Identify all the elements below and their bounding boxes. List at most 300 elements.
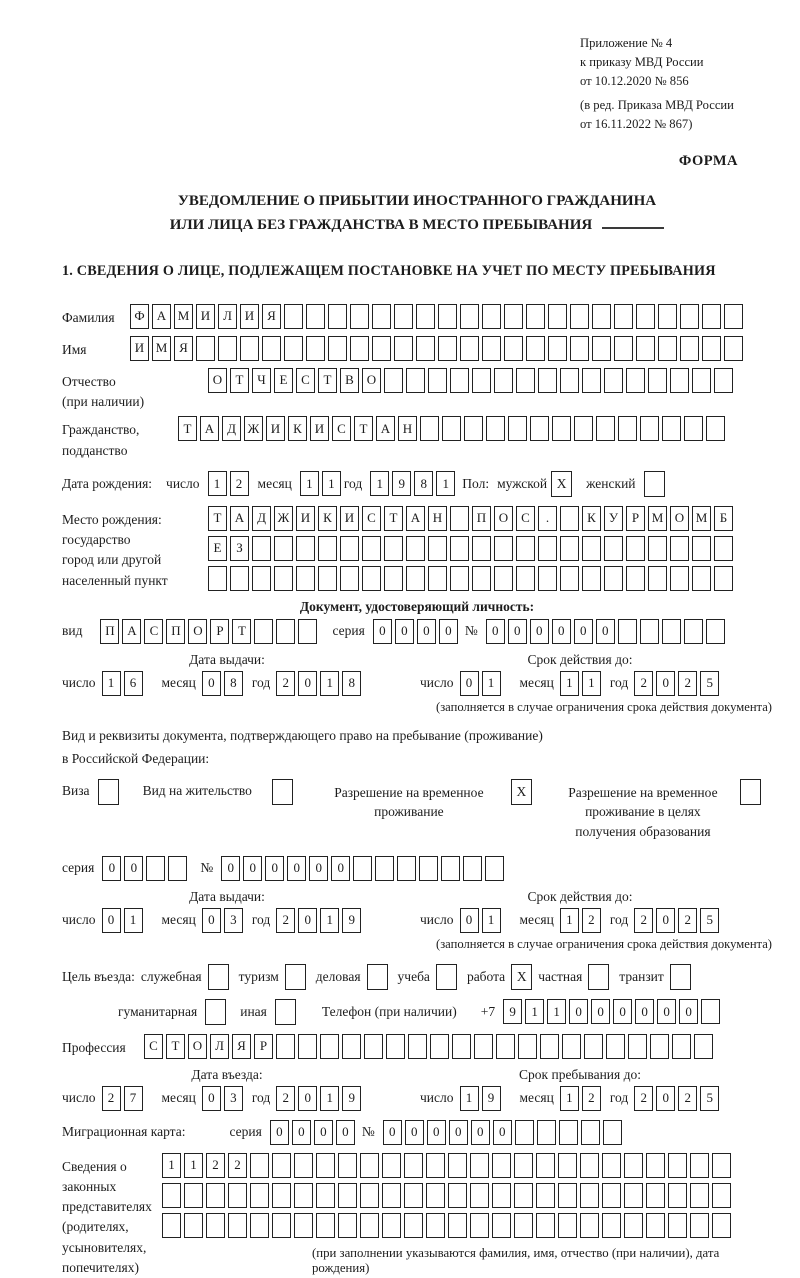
char-cell[interactable]: 0 [657,999,676,1024]
char-cell[interactable] [582,566,601,591]
char-cell[interactable] [680,304,699,329]
char-cell[interactable] [448,1213,467,1238]
char-cell[interactable]: 5 [700,671,719,696]
char-cell[interactable] [646,1153,665,1178]
char-cell[interactable] [206,1213,225,1238]
purpose-other-checkbox[interactable] [275,999,296,1025]
char-cell[interactable] [394,304,413,329]
char-cell[interactable] [570,336,589,361]
char-cell[interactable] [254,619,273,644]
char-cell[interactable] [596,416,615,441]
char-cell[interactable]: 0 [298,1086,317,1111]
char-cell[interactable]: Д [252,506,271,531]
char-cell[interactable] [404,1153,423,1178]
char-cell[interactable]: 0 [102,856,121,881]
char-cell[interactable] [284,304,303,329]
char-cell[interactable]: С [516,506,535,531]
char-cell[interactable]: 1 [582,671,601,696]
char-cell[interactable] [450,506,469,531]
char-cell[interactable]: А [122,619,141,644]
char-cell[interactable] [581,1120,600,1145]
char-cell[interactable]: 0 [336,1120,355,1145]
char-cell[interactable] [530,416,549,441]
char-cell[interactable] [360,1153,379,1178]
char-cell[interactable]: 0 [656,908,675,933]
char-cell[interactable]: 2 [276,908,295,933]
char-cell[interactable] [350,304,369,329]
char-cell[interactable] [558,1183,577,1208]
char-cell[interactable] [690,1213,709,1238]
char-cell[interactable] [516,566,535,591]
char-cell[interactable] [494,536,513,561]
char-cell[interactable]: 0 [298,908,317,933]
char-cell[interactable] [515,1120,534,1145]
char-cell[interactable]: Б [714,506,733,531]
char-cell[interactable] [448,1153,467,1178]
char-cell[interactable] [712,1153,731,1178]
char-cell[interactable] [382,1213,401,1238]
char-cell[interactable] [316,1153,335,1178]
char-cell[interactable]: 3 [224,908,243,933]
char-cell[interactable] [384,536,403,561]
char-cell[interactable] [658,304,677,329]
char-cell[interactable]: М [692,506,711,531]
char-cell[interactable] [406,536,425,561]
char-cell[interactable]: 0 [202,908,221,933]
char-cell[interactable]: 0 [270,1120,289,1145]
char-cell[interactable]: И [240,304,259,329]
char-cell[interactable] [536,1153,555,1178]
char-cell[interactable] [618,416,637,441]
char-cell[interactable]: 9 [482,1086,501,1111]
temp-residence-education-checkbox[interactable] [740,779,761,805]
char-cell[interactable] [162,1183,181,1208]
char-cell[interactable]: И [130,336,149,361]
char-cell[interactable] [146,856,165,881]
char-cell[interactable]: 0 [596,619,615,644]
char-cell[interactable] [276,1034,295,1059]
char-cell[interactable] [668,1183,687,1208]
char-cell[interactable]: 1 [102,671,121,696]
char-cell[interactable]: 3 [224,1086,243,1111]
char-cell[interactable]: Р [626,506,645,531]
char-cell[interactable]: 2 [276,1086,295,1111]
char-cell[interactable] [628,1034,647,1059]
char-cell[interactable] [296,536,315,561]
char-cell[interactable] [428,368,447,393]
char-cell[interactable] [516,368,535,393]
char-cell[interactable] [714,368,733,393]
char-cell[interactable]: Н [398,416,417,441]
char-cell[interactable]: 0 [331,856,350,881]
char-cell[interactable]: 0 [265,856,284,881]
char-cell[interactable] [694,1034,713,1059]
char-cell[interactable] [580,1213,599,1238]
char-cell[interactable]: Ж [274,506,293,531]
char-cell[interactable]: 0 [656,1086,675,1111]
char-cell[interactable]: 1 [525,999,544,1024]
char-cell[interactable]: К [582,506,601,531]
char-cell[interactable]: 1 [300,471,319,496]
char-cell[interactable]: 0 [591,999,610,1024]
char-cell[interactable] [504,304,523,329]
char-cell[interactable] [294,1153,313,1178]
char-cell[interactable]: 0 [552,619,571,644]
char-cell[interactable] [618,619,637,644]
char-cell[interactable] [706,619,725,644]
char-cell[interactable] [724,304,743,329]
char-cell[interactable] [184,1213,203,1238]
char-cell[interactable] [386,1034,405,1059]
char-cell[interactable]: А [200,416,219,441]
char-cell[interactable] [228,1213,247,1238]
char-cell[interactable] [624,1213,643,1238]
char-cell[interactable] [712,1183,731,1208]
char-cell[interactable]: 0 [427,1120,446,1145]
char-cell[interactable] [650,1034,669,1059]
char-cell[interactable] [690,1153,709,1178]
char-cell[interactable] [252,566,271,591]
char-cell[interactable] [514,1153,533,1178]
char-cell[interactable] [362,536,381,561]
char-cell[interactable] [230,566,249,591]
char-cell[interactable]: Т [232,619,251,644]
char-cell[interactable] [350,336,369,361]
char-cell[interactable] [328,336,347,361]
char-cell[interactable] [662,619,681,644]
char-cell[interactable]: 2 [206,1153,225,1178]
char-cell[interactable]: И [340,506,359,531]
char-cell[interactable] [228,1183,247,1208]
char-cell[interactable]: Ч [252,368,271,393]
char-cell[interactable] [626,368,645,393]
char-cell[interactable]: И [296,506,315,531]
char-cell[interactable]: 1 [320,671,339,696]
char-cell[interactable] [372,304,391,329]
char-cell[interactable]: 1 [560,671,579,696]
char-cell[interactable]: 7 [124,1086,143,1111]
char-cell[interactable] [250,1183,269,1208]
char-cell[interactable] [438,336,457,361]
char-cell[interactable] [560,536,579,561]
char-cell[interactable]: З [230,536,249,561]
char-cell[interactable] [536,1183,555,1208]
char-cell[interactable] [382,1153,401,1178]
char-cell[interactable]: 2 [582,908,601,933]
char-cell[interactable] [460,304,479,329]
char-cell[interactable] [463,856,482,881]
purpose-official-checkbox[interactable] [208,964,229,990]
char-cell[interactable]: 2 [228,1153,247,1178]
char-cell[interactable]: К [318,506,337,531]
sex-female-checkbox[interactable] [644,471,665,497]
char-cell[interactable] [640,619,659,644]
char-cell[interactable] [604,566,623,591]
char-cell[interactable] [294,1213,313,1238]
char-cell[interactable]: 0 [460,671,479,696]
char-cell[interactable] [570,304,589,329]
char-cell[interactable]: 0 [405,1120,424,1145]
char-cell[interactable]: 1 [370,471,389,496]
char-cell[interactable] [196,336,215,361]
char-cell[interactable] [441,856,460,881]
char-cell[interactable]: О [494,506,513,531]
char-cell[interactable]: Н [428,506,447,531]
char-cell[interactable] [316,1213,335,1238]
char-cell[interactable]: 0 [417,619,436,644]
char-cell[interactable]: 1 [124,908,143,933]
char-cell[interactable] [626,536,645,561]
temp-residence-checkbox[interactable]: X [511,779,532,805]
char-cell[interactable] [636,336,655,361]
purpose-tourism-checkbox[interactable] [285,964,306,990]
char-cell[interactable]: Е [208,536,227,561]
char-cell[interactable] [668,1213,687,1238]
char-cell[interactable]: 0 [508,619,527,644]
char-cell[interactable]: 0 [124,856,143,881]
char-cell[interactable] [724,336,743,361]
char-cell[interactable] [560,506,579,531]
char-cell[interactable]: 0 [102,908,121,933]
char-cell[interactable]: 0 [314,1120,333,1145]
char-cell[interactable]: 9 [392,471,411,496]
char-cell[interactable] [272,1183,291,1208]
char-cell[interactable] [702,336,721,361]
char-cell[interactable]: Т [384,506,403,531]
char-cell[interactable]: 2 [678,908,697,933]
char-cell[interactable] [714,536,733,561]
char-cell[interactable]: Р [254,1034,273,1059]
purpose-work-checkbox[interactable]: X [511,964,532,990]
char-cell[interactable] [397,856,416,881]
char-cell[interactable] [538,566,557,591]
char-cell[interactable] [426,1183,445,1208]
char-cell[interactable] [372,336,391,361]
char-cell[interactable]: 1 [184,1153,203,1178]
char-cell[interactable] [558,1213,577,1238]
char-cell[interactable] [438,304,457,329]
char-cell[interactable]: 0 [202,1086,221,1111]
char-cell[interactable] [162,1213,181,1238]
char-cell[interactable]: 0 [679,999,698,1024]
char-cell[interactable]: 0 [292,1120,311,1145]
char-cell[interactable] [482,304,501,329]
char-cell[interactable] [470,1213,489,1238]
char-cell[interactable]: 0 [309,856,328,881]
char-cell[interactable] [492,1213,511,1238]
char-cell[interactable] [580,1153,599,1178]
char-cell[interactable] [559,1120,578,1145]
char-cell[interactable]: Ж [244,416,263,441]
char-cell[interactable] [548,336,567,361]
char-cell[interactable]: Я [174,336,193,361]
char-cell[interactable]: 2 [678,671,697,696]
char-cell[interactable] [338,1213,357,1238]
purpose-study-checkbox[interactable] [436,964,457,990]
char-cell[interactable] [580,1183,599,1208]
char-cell[interactable] [284,336,303,361]
char-cell[interactable] [408,1034,427,1059]
char-cell[interactable]: О [208,368,227,393]
char-cell[interactable]: 5 [700,908,719,933]
char-cell[interactable] [702,304,721,329]
char-cell[interactable] [690,1183,709,1208]
char-cell[interactable] [648,368,667,393]
char-cell[interactable]: 0 [569,999,588,1024]
char-cell[interactable] [276,619,295,644]
char-cell[interactable] [416,336,435,361]
char-cell[interactable] [668,1153,687,1178]
char-cell[interactable]: 2 [276,671,295,696]
char-cell[interactable]: М [174,304,193,329]
char-cell[interactable]: 0 [287,856,306,881]
char-cell[interactable]: 2 [230,471,249,496]
char-cell[interactable]: Л [218,304,237,329]
char-cell[interactable]: 9 [503,999,522,1024]
char-cell[interactable] [184,1183,203,1208]
char-cell[interactable] [548,304,567,329]
char-cell[interactable] [624,1153,643,1178]
char-cell[interactable] [318,536,337,561]
char-cell[interactable] [646,1183,665,1208]
char-cell[interactable] [504,336,523,361]
char-cell[interactable]: 1 [208,471,227,496]
char-cell[interactable]: Т [178,416,197,441]
char-cell[interactable]: 1 [436,471,455,496]
char-cell[interactable] [614,304,633,329]
char-cell[interactable]: А [376,416,395,441]
char-cell[interactable] [404,1213,423,1238]
char-cell[interactable] [584,1034,603,1059]
char-cell[interactable] [514,1183,533,1208]
char-cell[interactable] [538,536,557,561]
char-cell[interactable] [604,368,623,393]
char-cell[interactable] [340,566,359,591]
char-cell[interactable] [382,1183,401,1208]
char-cell[interactable] [624,1183,643,1208]
char-cell[interactable]: С [144,1034,163,1059]
char-cell[interactable] [486,416,505,441]
char-cell[interactable]: 0 [635,999,654,1024]
char-cell[interactable] [274,566,293,591]
char-cell[interactable]: М [648,506,667,531]
char-cell[interactable] [296,566,315,591]
char-cell[interactable] [670,536,689,561]
residence-permit-checkbox[interactable] [272,779,293,805]
char-cell[interactable] [614,336,633,361]
visa-checkbox[interactable] [98,779,119,805]
char-cell[interactable]: 0 [373,619,392,644]
char-cell[interactable] [375,856,394,881]
char-cell[interactable] [672,1034,691,1059]
char-cell[interactable] [592,336,611,361]
char-cell[interactable]: К [288,416,307,441]
char-cell[interactable]: 2 [634,908,653,933]
char-cell[interactable] [560,566,579,591]
char-cell[interactable] [537,1120,556,1145]
char-cell[interactable] [494,368,513,393]
char-cell[interactable] [472,368,491,393]
char-cell[interactable] [218,336,237,361]
char-cell[interactable] [240,336,259,361]
char-cell[interactable]: 2 [634,1086,653,1111]
char-cell[interactable] [636,304,655,329]
char-cell[interactable] [360,1183,379,1208]
char-cell[interactable] [274,536,293,561]
purpose-private-checkbox[interactable] [588,964,609,990]
char-cell[interactable] [684,619,703,644]
char-cell[interactable] [526,304,545,329]
char-cell[interactable] [208,566,227,591]
char-cell[interactable]: . [538,506,557,531]
char-cell[interactable] [362,566,381,591]
char-cell[interactable]: 2 [634,671,653,696]
char-cell[interactable]: В [340,368,359,393]
char-cell[interactable] [658,336,677,361]
char-cell[interactable]: О [188,1034,207,1059]
char-cell[interactable] [582,368,601,393]
char-cell[interactable]: М [152,336,171,361]
char-cell[interactable]: 6 [124,671,143,696]
char-cell[interactable] [626,566,645,591]
char-cell[interactable] [558,1153,577,1178]
char-cell[interactable] [712,1213,731,1238]
char-cell[interactable]: 8 [414,471,433,496]
char-cell[interactable]: 1 [460,1086,479,1111]
char-cell[interactable] [272,1213,291,1238]
char-cell[interactable] [482,336,501,361]
char-cell[interactable] [428,536,447,561]
char-cell[interactable] [360,1213,379,1238]
char-cell[interactable]: О [670,506,689,531]
char-cell[interactable]: Ф [130,304,149,329]
char-cell[interactable]: 0 [471,1120,490,1145]
char-cell[interactable] [342,1034,361,1059]
char-cell[interactable]: 1 [560,1086,579,1111]
char-cell[interactable]: 0 [383,1120,402,1145]
char-cell[interactable] [592,304,611,329]
char-cell[interactable] [692,368,711,393]
char-cell[interactable] [514,1213,533,1238]
char-cell[interactable] [582,536,601,561]
char-cell[interactable]: 8 [342,671,361,696]
char-cell[interactable]: О [188,619,207,644]
char-cell[interactable] [384,566,403,591]
char-cell[interactable]: П [100,619,119,644]
char-cell[interactable] [646,1213,665,1238]
char-cell[interactable] [606,1034,625,1059]
char-cell[interactable] [684,416,703,441]
char-cell[interactable] [419,856,438,881]
char-cell[interactable] [316,1183,335,1208]
char-cell[interactable]: 9 [342,1086,361,1111]
char-cell[interactable]: Т [166,1034,185,1059]
char-cell[interactable] [416,304,435,329]
char-cell[interactable] [574,416,593,441]
char-cell[interactable]: Л [210,1034,229,1059]
char-cell[interactable] [464,416,483,441]
char-cell[interactable]: 0 [202,671,221,696]
char-cell[interactable]: Т [354,416,373,441]
char-cell[interactable]: А [152,304,171,329]
char-cell[interactable] [602,1213,621,1238]
char-cell[interactable] [670,368,689,393]
char-cell[interactable]: С [332,416,351,441]
char-cell[interactable]: 1 [320,1086,339,1111]
purpose-humanitarian-checkbox[interactable] [205,999,226,1025]
char-cell[interactable]: 0 [530,619,549,644]
char-cell[interactable] [670,566,689,591]
